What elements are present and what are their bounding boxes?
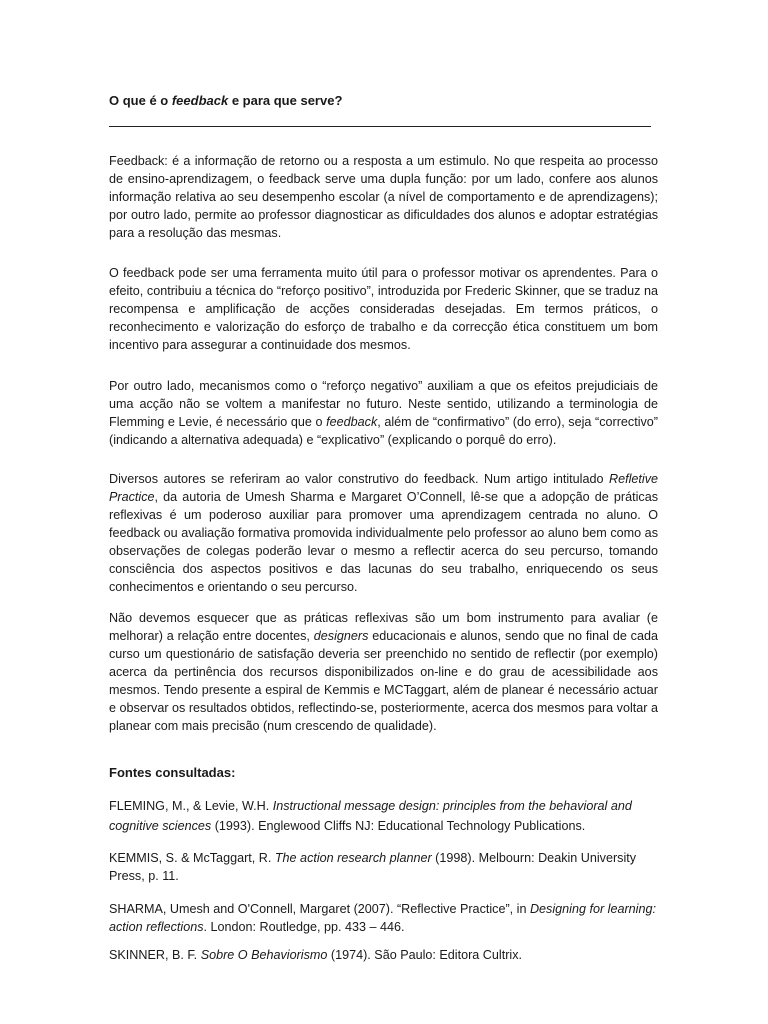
title-divider <box>109 126 651 127</box>
paragraph-1: Feedback: é a informação de retorno ou a resposta a um estimulo. No que respeita ao processo de ensino-aprendizagem, o feedback serve uma dupla função: por um lado, confere aos alunos informação relativa ao seu desempenho escolar (a nível de comportamento e de aprendizagens); por outro lado, permite ao professor diagnosticar as dificuldades dos alunos e adoptar estratégias para a resolução das mesmas. <box>109 154 658 240</box>
title-part-2: e para que serve? <box>228 93 343 108</box>
reference-skinner-details: (1974). São Paulo: Editora Cultrix. <box>327 948 522 962</box>
reference-kemmis-details: (1998). Melbourn: Deakin University Press, p. 11. <box>109 851 637 883</box>
paragraph-5 <box>109 609 658 735</box>
reference-skinner-title: Sobre O Behaviorismo <box>200 948 328 962</box>
reference-fleming-authors: FLEMING, M., & Levie, W.H. <box>109 799 273 813</box>
paragraph-5-italic: designers <box>313 629 369 643</box>
paragraph-5-text-b: educacionais e alunos, sendo que no final de cada curso um questionário de satisfação deveria ser preenchido no sentido de reflectir (por exemplo) acerca da pertinência dos recursos disponibilizados on-line e do grau de acessibilidade aos mesmos. Tendo presente a espiral de Kemmis e MCTaggart, além de planear é necessário actuar e observar os resultados obtidos, reflectindo-se, posteriormente, acerca dos mesmos para voltar a planear com mais precisão (num crescendo de qualidade). <box>109 629 658 733</box>
reference-skinner <box>109 946 658 964</box>
reference-fleming-title: Instructional message design: principles from the behavioral and cognitive sciences <box>109 799 632 833</box>
reference-kemmis-title: The action research planner <box>274 851 432 865</box>
reference-kemmis-authors: KEMMIS, S. & McTaggart, R. <box>109 851 275 865</box>
sources-heading: Fontes consultadas: <box>109 765 236 780</box>
reference-fleming <box>109 796 658 836</box>
page-title <box>109 93 342 108</box>
title-part-1: O que é o <box>109 93 172 108</box>
paragraph-4-italic: Refletive Practice <box>109 472 658 504</box>
paragraph-5-text-a: Não devemos esquecer que as práticas reflexivas são um bom instrumento para avaliar (e melhorar) a relação entre docentes, <box>109 611 658 643</box>
title-italic: feedback <box>171 93 229 108</box>
paragraph-4-text-a: Diversos autores se referiram ao valor construtivo do feedback. Num artigo intitulado <box>109 472 609 486</box>
paragraph-2: O feedback pode ser uma ferramenta muito útil para o professor motivar os aprendentes. Para o efeito, contribuiu a técnica do “reforço positivo”, introduzida por Frederic Skinner, que se traduz na recompensa e amplificação de acções consideradas desejadas. Em termos práticos, o reconhecimento e valorização do esforço de trabalho e da correcção ética constituem um bom incentivo para assegurar a continuidade dos mesmos. <box>109 266 658 352</box>
reference-sharma-authors: SHARMA, Umesh and O'Connell, Margaret (2007). “Reflective Practice”, in <box>109 902 530 916</box>
paragraph-4-text-b: , da autoria de Umesh Sharma e Margaret O’Connell, lê-se que a adopção de práticas reflexivas é um poderoso auxiliar para promover uma aprendizagem centrada no aluno. O feedback ou avaliação formativa promovida individualmente pelo professor ao aluno bem como as observações de colegas poderão levar o mesmo a reflectir acerca do seu percurso, tomando consciência dos aspectos positivos e das lacunas do seu trabalho, enriquecendo os seus conhecimentos e orientando o seu percurso. <box>109 490 658 594</box>
reference-sharma-title: Designing for learning: action reflections <box>109 902 656 934</box>
paragraph-3 <box>109 377 658 449</box>
paragraph-3-text-a: Por outro lado, mecanismos como o “reforço negativo” auxiliam a que os efeitos prejudiciais de uma acção não se voltem a manifestar no futuro. Neste sentido, utilizando a terminologia de Flemming e Levie, é necessário que o <box>109 379 658 429</box>
reference-kemmis <box>109 849 658 885</box>
paragraph-3-italic: feedback <box>326 415 378 429</box>
reference-sharma <box>109 900 658 936</box>
paragraph-3-text-b: , além de “confirmativo” (do erro), seja “correctivo” (indicando a alternativa adequada) e “explicativo” (explicando o porquê do erro). <box>109 415 658 447</box>
reference-skinner-authors: SKINNER, B. F. <box>109 948 201 962</box>
reference-sharma-details: . London: Routledge, pp. 433 – 446. <box>203 920 405 934</box>
paragraph-4 <box>109 470 658 596</box>
reference-fleming-details: (1993). Englewood Cliffs NJ: Educational Technology Publications. <box>211 819 586 833</box>
